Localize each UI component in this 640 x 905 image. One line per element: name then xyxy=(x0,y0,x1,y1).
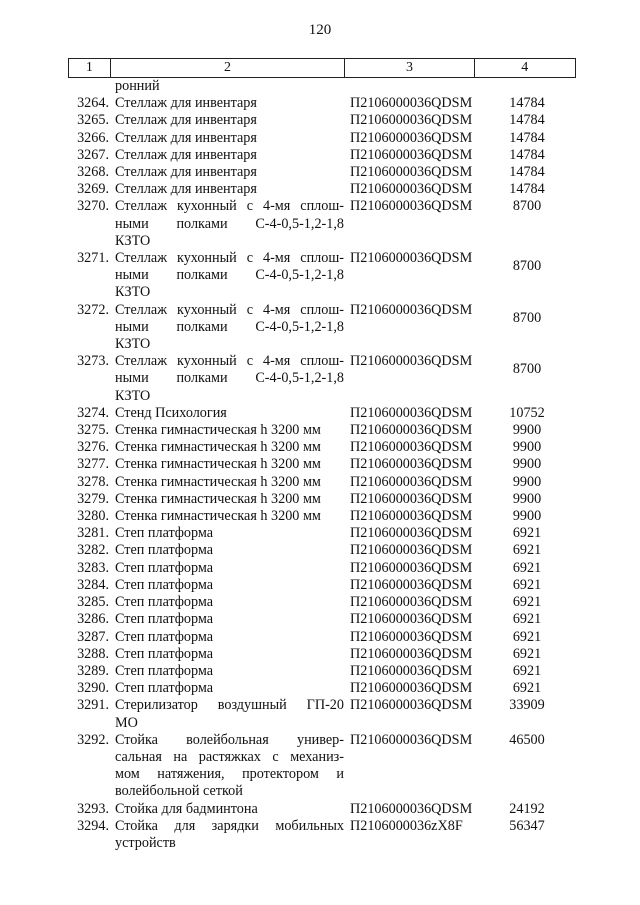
item-code: П2106000036QDSM xyxy=(350,594,473,611)
item-code: П2106000036QDSM xyxy=(350,129,473,146)
item-name: Стеллаж для инвентаря xyxy=(115,129,257,146)
item-name: Степ платформа xyxy=(115,628,214,645)
row-number: 3267. xyxy=(77,146,109,163)
item-name xyxy=(112,818,344,852)
item-name xyxy=(112,732,344,801)
item-name: Степ платформа xyxy=(115,542,214,559)
column-header-4: 4 xyxy=(475,59,576,77)
item-name: Стенд Психология xyxy=(115,404,227,421)
table-row xyxy=(68,663,576,680)
table-body xyxy=(68,78,576,852)
row-number: 3290. xyxy=(77,680,109,697)
item-name: Стеллаж для инвентаря xyxy=(115,164,257,181)
item-code: П2106000036QDSM xyxy=(350,301,473,318)
item-value: 8700 xyxy=(512,258,542,275)
item-code: П2106000036QDSM xyxy=(350,559,473,576)
item-code: П2106000036QDSM xyxy=(350,628,473,645)
table-row xyxy=(68,422,576,439)
table-row xyxy=(68,594,576,611)
row-number: 3292. xyxy=(77,731,109,748)
item-name: Стенка гимнастическая h 3200 мм xyxy=(115,508,321,525)
item-value: 6921 xyxy=(512,680,542,697)
item-value: 9900 xyxy=(512,439,542,456)
table-row xyxy=(68,818,576,852)
item-value: 14784 xyxy=(509,164,545,181)
item-name: Стенка гимнастическая h 3200 мм xyxy=(115,439,321,456)
item-name-line: Стеллаж кухонный с 4-мя сплош- xyxy=(115,301,344,318)
table-row xyxy=(68,405,576,422)
item-name-line: КЗТО xyxy=(115,387,151,404)
item-value: 6921 xyxy=(512,576,542,593)
item-name-line: МО xyxy=(115,714,138,731)
table-row xyxy=(68,680,576,697)
row-number: 3269. xyxy=(77,181,109,198)
item-name: Степ платформа xyxy=(115,525,214,542)
row-number: 3291. xyxy=(77,697,109,714)
item-value: 9900 xyxy=(512,422,542,439)
item-code: П2106000036QDSM xyxy=(350,181,473,198)
item-code: П2106000036zX8F xyxy=(350,817,463,834)
row-number: 3286. xyxy=(77,611,109,628)
item-code: П2106000036QDSM xyxy=(350,250,473,267)
row-number: 3266. xyxy=(77,129,109,146)
item-name: Стенка гимнастическая h 3200 мм xyxy=(115,473,321,490)
row-number: 3281. xyxy=(77,525,109,542)
item-code: П2106000036QDSM xyxy=(350,542,473,559)
table-row xyxy=(68,629,576,646)
column-header-1: 1 xyxy=(69,59,111,77)
item-name-line: Стеллаж кухонный с 4-мя сплош- xyxy=(115,198,344,215)
item-code: П2106000036QDSM xyxy=(350,95,473,112)
table-row xyxy=(68,130,576,147)
table-row xyxy=(68,525,576,542)
item-value: 6921 xyxy=(512,559,542,576)
table-row xyxy=(68,611,576,628)
row-number: 3289. xyxy=(77,662,109,679)
table-row xyxy=(68,508,576,525)
item-code: П2106000036QDSM xyxy=(350,456,473,473)
table-row xyxy=(68,697,576,731)
table-row xyxy=(68,164,576,181)
item-code: П2106000036QDSM xyxy=(350,146,473,163)
table-row xyxy=(68,491,576,508)
item-code: П2106000036QDSM xyxy=(350,697,473,714)
table-row xyxy=(68,577,576,594)
item-name xyxy=(112,302,344,354)
item-name: Степ платформа xyxy=(115,662,214,679)
item-value: 9900 xyxy=(512,473,542,490)
table-row xyxy=(68,542,576,559)
row-number: 3283. xyxy=(77,559,109,576)
table-row xyxy=(68,353,576,405)
item-value: 33909 xyxy=(509,697,545,714)
row-number: 3288. xyxy=(77,645,109,662)
row-number: 3293. xyxy=(77,800,109,817)
item-value: 14784 xyxy=(509,112,545,129)
item-name: Степ платформа xyxy=(115,680,214,697)
item-name xyxy=(112,198,344,250)
item-value: 56347 xyxy=(509,817,545,834)
item-name-line: устройств xyxy=(115,834,176,851)
item-name: Стеллаж для инвентаря xyxy=(115,112,257,129)
item-value: 24192 xyxy=(509,800,545,817)
item-name-line: мом натяжения, протектором и xyxy=(115,766,344,783)
table-row xyxy=(68,732,576,801)
table-row xyxy=(68,474,576,491)
row-number: 3265. xyxy=(77,112,109,129)
item-name-line: ными полками С-4-0,5-1,2-1,8 xyxy=(115,370,344,387)
item-value: 8700 xyxy=(512,361,542,378)
row-number: 3280. xyxy=(77,508,109,525)
table-row xyxy=(68,112,576,129)
column-header-2: 2 xyxy=(111,59,346,77)
item-value: 6921 xyxy=(512,525,542,542)
item-code: П2106000036QDSM xyxy=(350,490,473,507)
item-code: П2106000036QDSM xyxy=(350,422,473,439)
item-code: П2106000036QDSM xyxy=(350,404,473,421)
item-value: 46500 xyxy=(509,731,545,748)
row-number: 3271. xyxy=(77,250,109,267)
item-name xyxy=(112,697,344,731)
table-row xyxy=(68,147,576,164)
item-code: П2106000036QDSM xyxy=(350,662,473,679)
item-name: Степ платформа xyxy=(115,576,214,593)
item-value: 8700 xyxy=(512,198,542,215)
row-number: 3284. xyxy=(77,576,109,593)
item-name: Степ платформа xyxy=(115,645,214,662)
item-name-line: сальная на растяжках с механиз- xyxy=(115,748,344,765)
item-name-line: ными полками С-4-0,5-1,2-1,8 xyxy=(115,215,344,232)
item-code: П2106000036QDSM xyxy=(350,731,473,748)
item-value: 6921 xyxy=(512,628,542,645)
item-name-line: Стеллаж кухонный с 4-мя сплош- xyxy=(115,353,344,370)
item-code: П2106000036QDSM xyxy=(350,680,473,697)
table-row xyxy=(68,801,576,818)
table-row xyxy=(68,181,576,198)
row-number: 3264. xyxy=(77,95,109,112)
items-table xyxy=(68,58,576,851)
item-value: 14784 xyxy=(509,146,545,163)
table-row xyxy=(68,302,576,354)
row-number: 3272. xyxy=(77,301,109,318)
row-number: 3287. xyxy=(77,628,109,645)
row-number: 3275. xyxy=(77,422,109,439)
item-name: Стенка гимнастическая h 3200 мм xyxy=(115,490,321,507)
item-code: П2106000036QDSM xyxy=(350,645,473,662)
item-name xyxy=(112,250,344,302)
item-name: Степ платформа xyxy=(115,559,214,576)
item-value: 9900 xyxy=(512,456,542,473)
item-name: Стеллаж для инвентаря xyxy=(115,146,257,163)
row-number: 3294. xyxy=(77,817,109,834)
item-name: Стеллаж для инвентаря xyxy=(115,181,257,198)
row-number: 3282. xyxy=(77,542,109,559)
table-row xyxy=(68,250,576,302)
table-row xyxy=(68,560,576,577)
item-name-line: Стеллаж кухонный с 4-мя сплош- xyxy=(115,250,344,267)
table-row xyxy=(68,95,576,112)
row-number: 3276. xyxy=(77,439,109,456)
item-name-line: ными полками С-4-0,5-1,2-1,8 xyxy=(115,318,344,335)
item-code: П2106000036QDSM xyxy=(350,473,473,490)
item-value: 6921 xyxy=(512,594,542,611)
item-value: 14784 xyxy=(509,181,545,198)
row-number: 3277. xyxy=(77,456,109,473)
item-name: Стойка для бадминтона xyxy=(115,800,258,817)
item-value: 6921 xyxy=(512,662,542,679)
item-value: 8700 xyxy=(512,309,542,326)
item-name-line: Стерилизатор воздушный ГП-20 xyxy=(115,697,344,714)
item-code: П2106000036QDSM xyxy=(350,800,473,817)
item-value: 14784 xyxy=(509,129,545,146)
item-code: П2106000036QDSM xyxy=(350,576,473,593)
item-name: Стеллаж для инвентаря xyxy=(115,95,257,112)
table-row xyxy=(68,456,576,473)
row-number: 3285. xyxy=(77,594,109,611)
item-name: Стенка гимнастическая h 3200 мм xyxy=(115,456,321,473)
row-number: 3274. xyxy=(77,404,109,421)
table-row xyxy=(68,439,576,456)
item-code: П2106000036QDSM xyxy=(350,508,473,525)
item-name: Стенка гимнастическая h 3200 мм xyxy=(115,422,321,439)
item-name-line: КЗТО xyxy=(115,232,151,249)
item-code: П2106000036QDSM xyxy=(350,611,473,628)
item-name-line: волейбольной сеткой xyxy=(115,783,243,800)
item-value: 14784 xyxy=(509,95,545,112)
item-name-line: Стойка для зарядки мобильных xyxy=(115,817,344,834)
page-number: 120 xyxy=(308,22,332,38)
item-name: Степ платформа xyxy=(115,594,214,611)
item-name: Степ платформа xyxy=(115,611,214,628)
item-value: 10752 xyxy=(509,404,545,421)
table-header-row xyxy=(68,58,576,78)
item-value: 6921 xyxy=(512,542,542,559)
item-code: П2106000036QDSM xyxy=(350,112,473,129)
item-code: П2106000036QDSM xyxy=(350,198,473,215)
table-row xyxy=(68,198,576,250)
item-name-line: ными полками С-4-0,5-1,2-1,8 xyxy=(115,267,344,284)
item-value: 9900 xyxy=(512,490,542,507)
item-name-line: КЗТО xyxy=(115,284,151,301)
item-name-line: КЗТО xyxy=(115,336,151,353)
row-number: 3273. xyxy=(77,353,109,370)
row-number: 3279. xyxy=(77,490,109,507)
row-number: 3268. xyxy=(77,164,109,181)
item-name xyxy=(112,353,344,405)
item-code: П2106000036QDSM xyxy=(350,164,473,181)
row-number: 3270. xyxy=(77,198,109,215)
column-header-3: 3 xyxy=(345,59,474,77)
item-value: 6921 xyxy=(512,611,542,628)
item-code: П2106000036QDSM xyxy=(350,439,473,456)
item-value: 9900 xyxy=(512,508,542,525)
item-code: П2106000036QDSM xyxy=(350,353,473,370)
continuation-row xyxy=(68,78,576,95)
row-number: 3278. xyxy=(77,473,109,490)
item-value: 6921 xyxy=(512,645,542,662)
item-code: П2106000036QDSM xyxy=(350,525,473,542)
item-name-line: Стойка волейбольная универ- xyxy=(115,731,344,748)
continuation-text: ронний xyxy=(115,78,160,94)
table-row xyxy=(68,646,576,663)
